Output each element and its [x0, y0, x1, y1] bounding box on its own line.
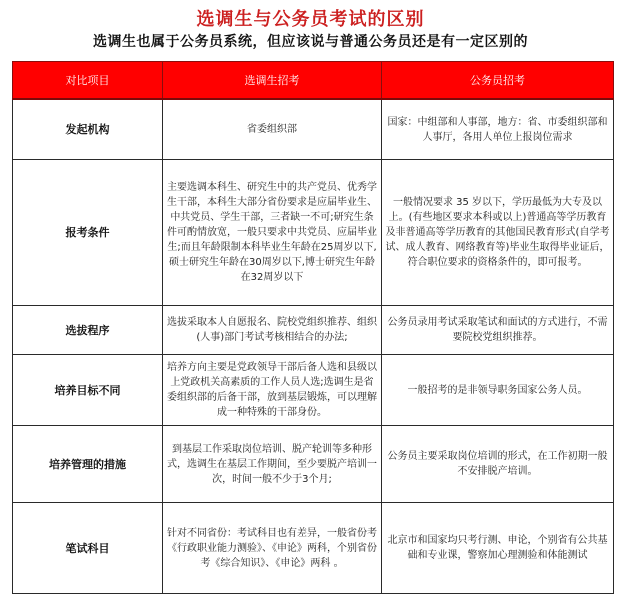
- row-label: 培养目标不同: [13, 355, 163, 426]
- row-label: 培养管理的措施: [13, 426, 163, 503]
- row-label: 笔试科目: [13, 503, 163, 594]
- table-header-row: [13, 62, 614, 100]
- table-row: [13, 160, 614, 306]
- gongwuyuan-cell: 公务员录用考试采取笔试和面试的方式进行，不需要院校党组织推荐。: [382, 306, 614, 355]
- page-subtitle: 选调生也属于公务员系统，但应该说与普通公务员还是有一定区别的: [93, 34, 528, 50]
- page-title: 选调生与公务员考试的区别: [196, 9, 425, 30]
- table-row: [13, 426, 614, 503]
- row-label: 发起机构: [13, 99, 163, 160]
- column-header-gongwuyuan: 公务员招考: [382, 62, 614, 100]
- gongwuyuan-cell: 一般情况要求 35 岁以下，学历最低为大专及以上。(有些地区要求本科或以上)普通高等学历教育及非普通高等学历教育的其他国民教育形式(自学考试、成人教育、网络教育等)毕业生取得毕业证后，符合职位要求的资格条件的，即可报考。: [382, 160, 614, 306]
- gongwuyuan-cell: 北京市和国家均只考行测、申论，个别省有公共基础和专业课，警察加心理测验和体能测试: [382, 503, 614, 594]
- table-row: [13, 306, 614, 355]
- row-label: 报考条件: [13, 160, 163, 306]
- xuandiao-cell: 到基层工作采取岗位培训、脱产轮训等多种形式，选调生在基层工作期间，至少要脱产培训一次，时间一般不少于3个月;: [163, 426, 382, 503]
- gongwuyuan-cell: 国家：中组部和人事部，地方：省、市委组织部和人事厅，各用人单位上报岗位需求: [382, 99, 614, 160]
- xuandiao-cell: 省委组织部: [163, 99, 382, 160]
- table-row: [13, 355, 614, 426]
- table-row: [13, 503, 614, 594]
- comparison-table: [12, 61, 614, 594]
- xuandiao-cell: 针对不同省份：考试科目也有差异，一般省份考《行政职业能力测验》、《申论》两科，个别省份考《综合知识》、《申论》两科 。: [163, 503, 382, 594]
- xuandiao-cell: 选拔采取本人自愿报名、院校党组织推荐、组织(人事)部门考试考核相结合的办法;: [163, 306, 382, 355]
- column-header-xuandiao: 选调生招考: [163, 62, 382, 100]
- table-row: [13, 99, 614, 160]
- xuandiao-cell: 培养方向主要是党政领导干部后备人选和县级以上党政机关高素质的工作人员人选;选调生是省委组织部的后备干部，放到基层锻炼，可以理解成一种特殊的干部身份。: [163, 355, 382, 426]
- xuandiao-cell: 主要选调本科生、研究生中的共产党员、优秀学生干部，本科生大部分省份要求是应届毕业生、中共党员、学生干部，三者缺一不可;研究生条件可酌情放宽，一般只要求中共党员、应届毕业生;而且年龄限制本科毕业生年龄在25周岁以下,硕士研究生年龄在30周岁以下,博士研究生年龄在32周岁以下: [163, 160, 382, 306]
- row-label: 选拔程序: [13, 306, 163, 355]
- gongwuyuan-cell: 公务员主要采取岗位培训的形式，在工作初期一般不安排脱产培训。: [382, 426, 614, 503]
- gongwuyuan-cell: 一般招考的是非领导职务国家公务人员。: [382, 355, 614, 426]
- column-header-item: 对比项目: [13, 62, 163, 100]
